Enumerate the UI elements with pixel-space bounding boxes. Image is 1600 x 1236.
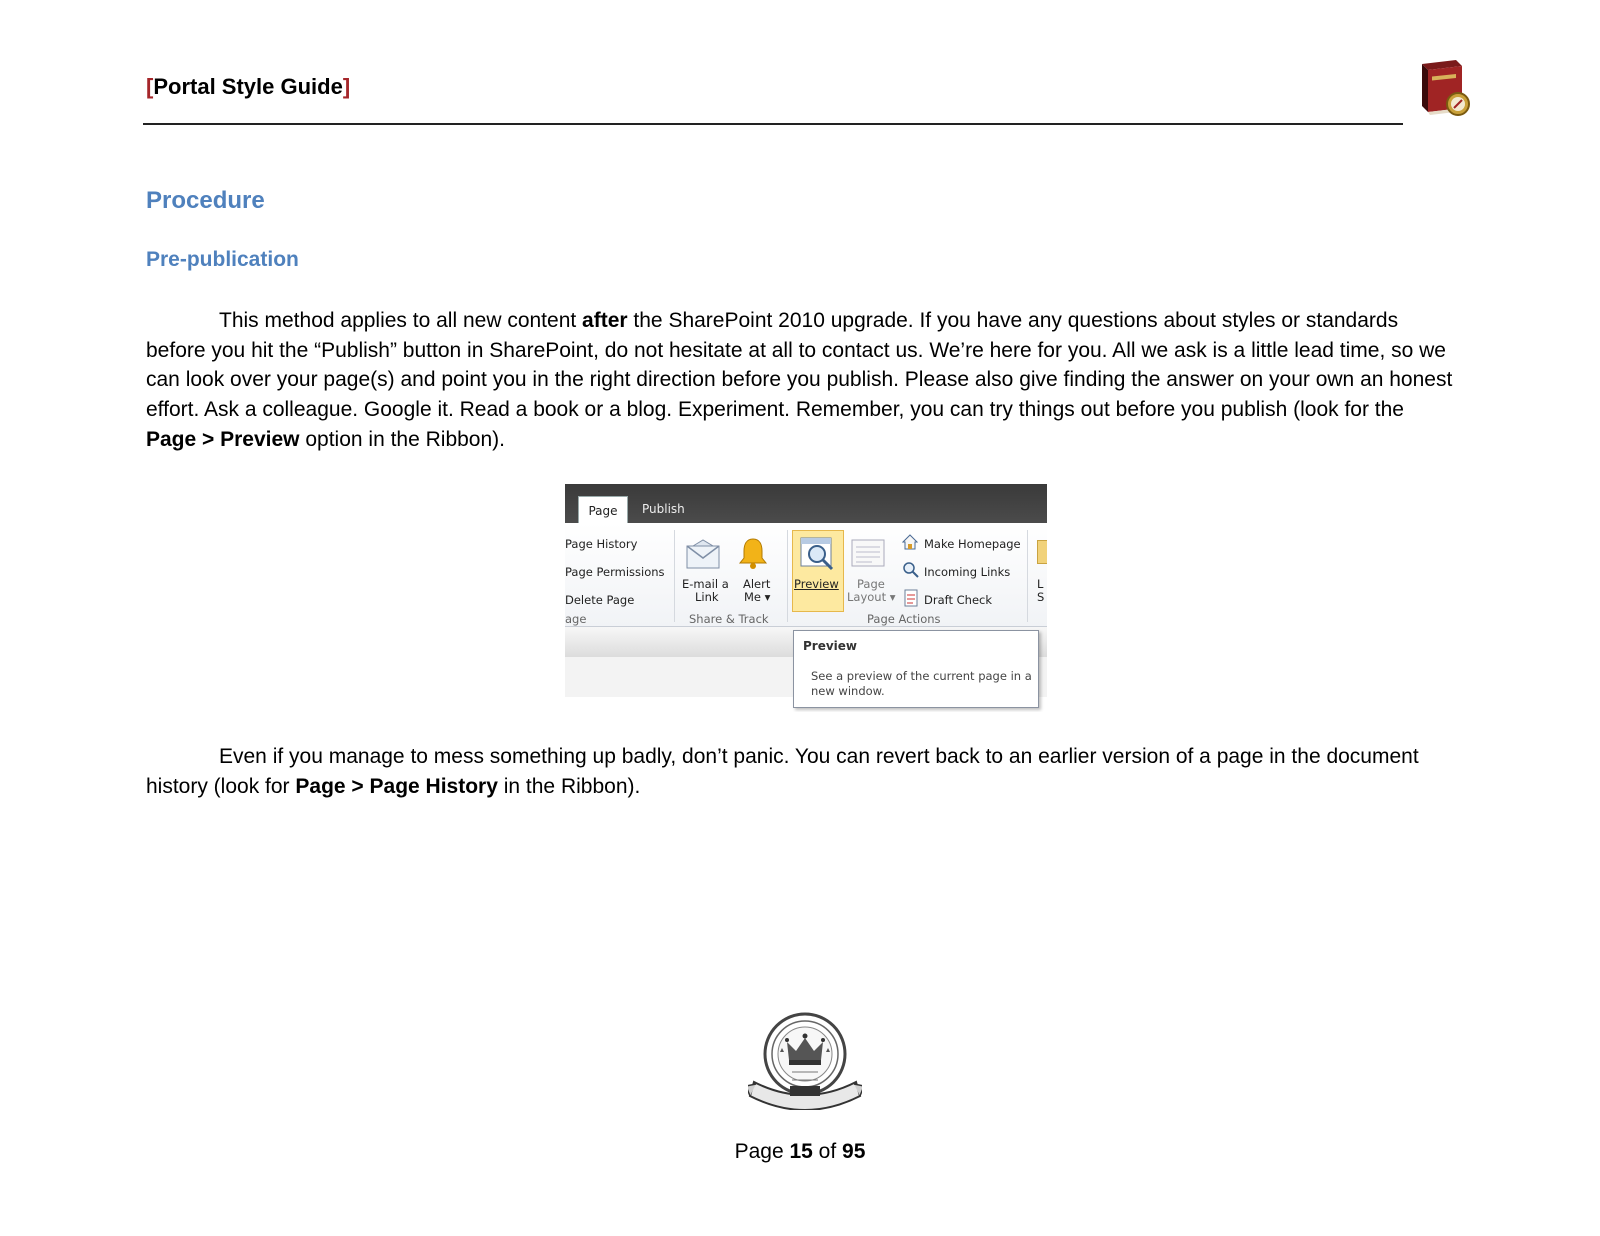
group-label-share-track: Share & Track: [689, 612, 769, 626]
alert-me-label-2[interactable]: Me ▾: [744, 590, 771, 604]
tooltip-description: See a preview of the current page in a new window.: [811, 669, 1032, 698]
header-title: [146, 74, 350, 100]
footer-current-page: 15: [789, 1140, 813, 1163]
group-label-manage: age: [565, 612, 587, 626]
make-homepage-button[interactable]: Make Homepage: [924, 537, 1021, 551]
preview-label[interactable]: Preview: [794, 577, 839, 591]
footer-middle: of: [812, 1140, 843, 1163]
page-layout-label-2[interactable]: Layout ▾: [847, 590, 896, 604]
header-bracket-close: ]: [342, 74, 351, 99]
paragraph-bold: Page > Page History: [295, 774, 498, 798]
incoming-links-icon: [902, 561, 920, 579]
preview-tooltip: [793, 630, 1039, 708]
library-icon: [1037, 540, 1047, 564]
cut-off-label-1: L: [1037, 577, 1044, 591]
email-link-label-1[interactable]: E-mail a: [682, 577, 729, 591]
paragraph-bold: after: [582, 309, 628, 332]
heading-pre-publication: Pre-publication: [146, 248, 299, 271]
ribbon-tab-bar: [565, 484, 1047, 523]
paragraph-text: option in the Ribbon).: [299, 427, 505, 451]
paragraph-revert: [146, 742, 1456, 801]
page-number-footer: [0, 1140, 1600, 1164]
tooltip-title: Preview: [803, 639, 858, 653]
paragraph-text: This method applies to all new content: [219, 309, 583, 332]
header-rule: [143, 123, 1403, 125]
bell-icon: [737, 536, 769, 570]
ribbon-tab-page[interactable]: Page: [578, 496, 628, 524]
ribbon-separator: [1027, 530, 1028, 622]
ribbon-separator: [674, 530, 675, 622]
draft-check-button[interactable]: Draft Check: [924, 593, 993, 607]
alert-me-label-1[interactable]: Alert: [743, 577, 771, 591]
paragraph-bold: Page > Preview: [146, 427, 300, 451]
delete-page-button[interactable]: Delete Page: [565, 593, 635, 607]
enterprise-portal-team-seal: [748, 1010, 862, 1110]
group-label-page-actions: Page Actions: [867, 612, 941, 626]
page-history-button[interactable]: Page History: [565, 537, 638, 551]
header-bracket-open: [: [146, 74, 154, 99]
email-link-label-2[interactable]: Link: [695, 590, 719, 604]
paragraph-text: the SharePoint 2010 upgrade. If you have any questions about styles or standards before you hit the “Publish” button in SharePoint, do not hesitate at all to contact us. We’re here for you. All we ask is a little lead time, so we can look over your page(s) and point you in the right direction before you publish. Please also give finding the answer on your own an honest effort. Ask a colleague. Google it. Read a book or a blog. Experiment. Remember, you can try things out before you publish (look for the: [146, 309, 1453, 422]
paragraph-intro: [146, 306, 1456, 455]
page-permissions-button[interactable]: Page Permissions: [565, 565, 665, 579]
incoming-links-button[interactable]: Incoming Links: [924, 565, 1011, 579]
paragraph-text: in the Ribbon).: [497, 774, 641, 798]
footer-prefix: Page: [734, 1140, 790, 1163]
ribbon-separator: [787, 530, 788, 622]
preview-icon: [799, 536, 837, 572]
book-compass-icon: [1418, 58, 1474, 118]
paragraph-text: Even if you manage to mess something up badly, don’t panic. You can revert back to an earlier version of a page in the document history (look for: [146, 745, 1419, 798]
ribbon-tab-publish[interactable]: Publish: [642, 502, 685, 516]
home-icon: [902, 534, 918, 550]
ribbon-screenshot: [565, 484, 1047, 712]
footer-total-pages: 95: [842, 1140, 866, 1163]
page-layout-label-1[interactable]: Page: [857, 577, 885, 591]
email-icon: [685, 538, 721, 570]
header-title-text: Portal Style Guide: [153, 74, 343, 99]
draft-check-icon: [904, 589, 918, 607]
heading-procedure: Procedure: [146, 187, 265, 214]
cut-off-label-2: S: [1037, 590, 1045, 604]
page-layout-icon: [850, 538, 886, 568]
